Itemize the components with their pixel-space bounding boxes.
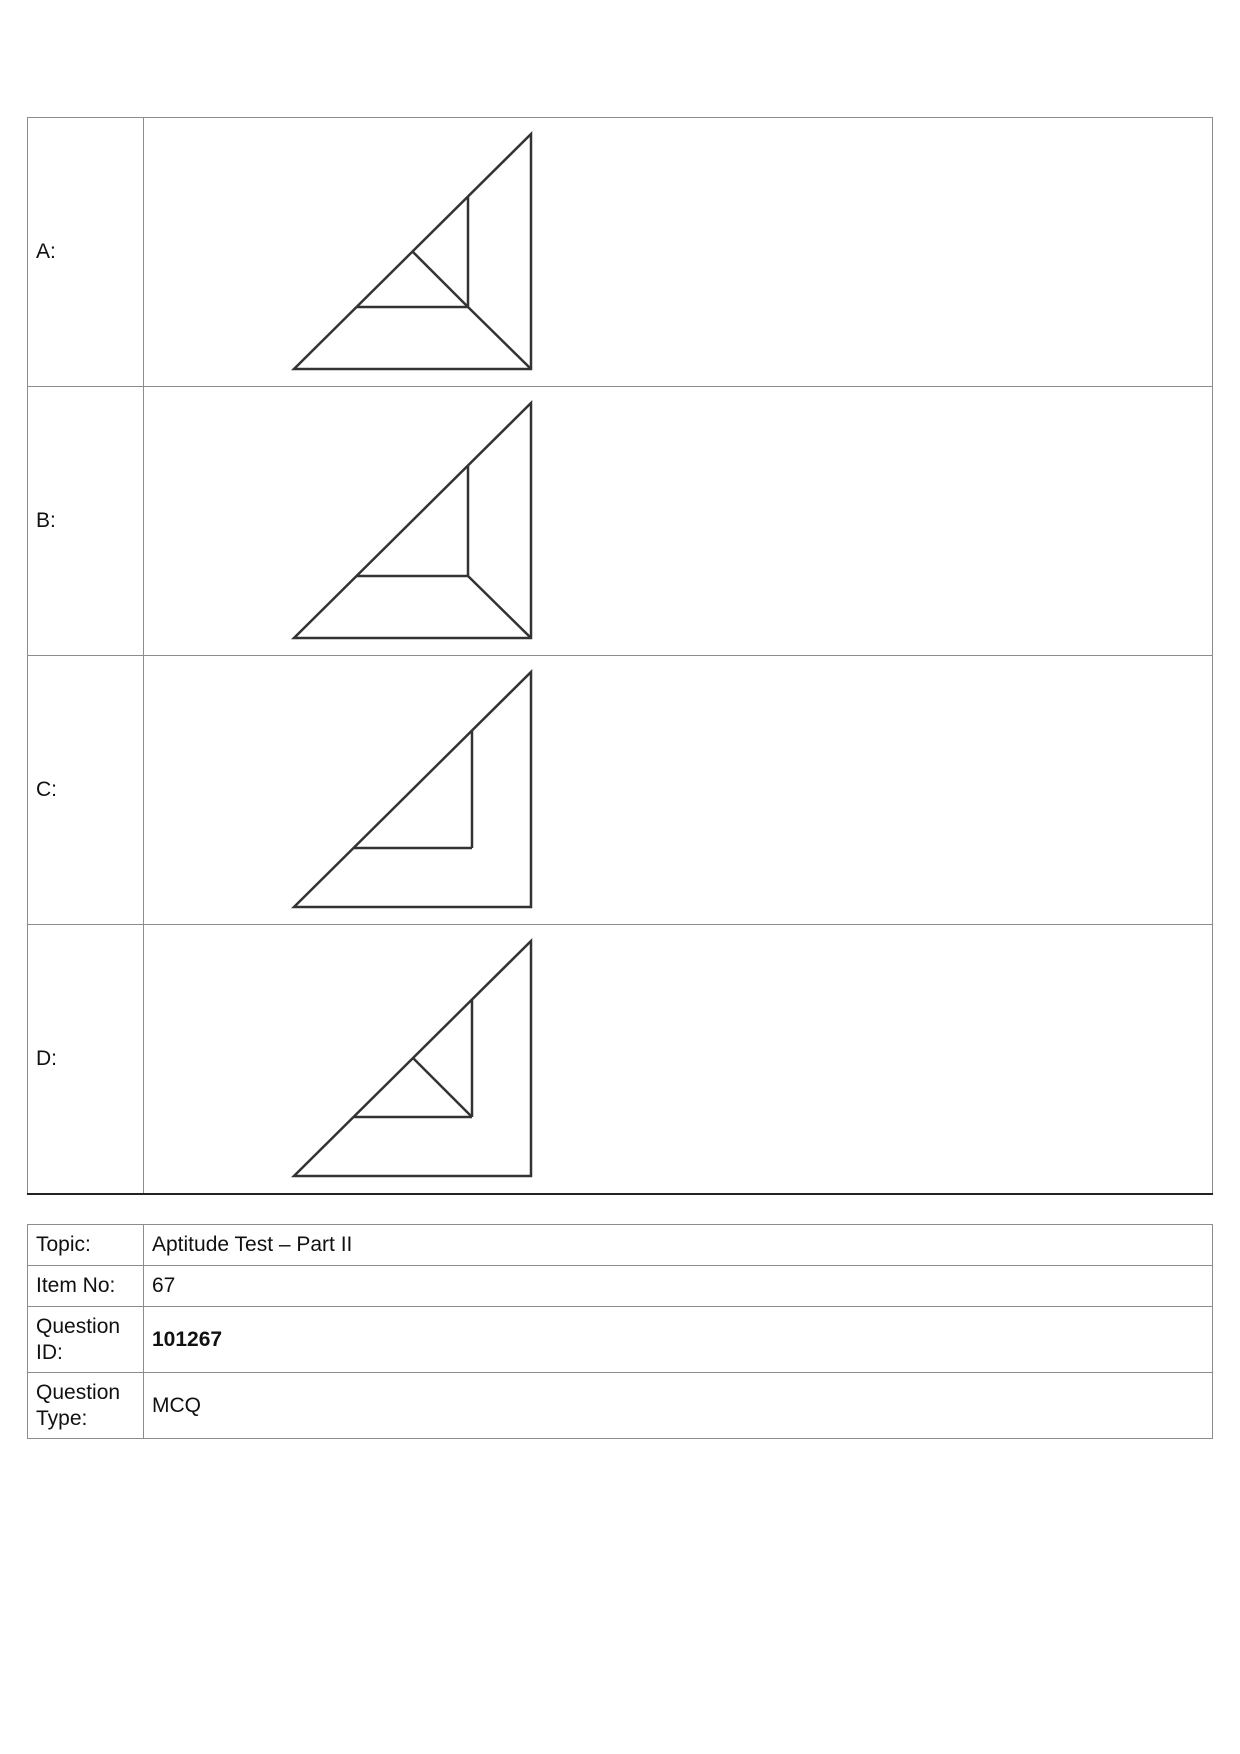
answer-options-table [27,117,1213,1195]
outer-triangle [294,672,531,907]
triangle-figure-d [144,925,544,1193]
option-row-c [28,656,1213,925]
item-number-value: 67 [144,1266,1213,1307]
question-metadata-table [27,1224,1213,1439]
option-figure-cell-d [144,925,1213,1195]
triangle-figure-a [144,118,544,386]
inner-diagonal [413,252,468,307]
topic-value: Aptitude Test – Part II [144,1225,1213,1266]
inner-diagonal [413,1058,472,1117]
topic-label: Topic: [28,1225,144,1266]
option-row-b [28,387,1213,656]
corner-diagonal [468,576,531,638]
option-label-d: D: [28,925,144,1195]
option-figure-cell-c [144,656,1213,925]
option-row-d [28,925,1213,1195]
question-type-value: MCQ [144,1373,1213,1439]
item-number-label: Item No: [28,1266,144,1307]
triangle-figure-c [144,656,544,924]
question-type-label: Question Type: [28,1373,144,1439]
option-figure-cell-a [144,118,1213,387]
question-id-row [28,1307,1213,1373]
question-id-label: Question ID: [28,1307,144,1373]
option-row-a [28,118,1213,387]
topic-row [28,1225,1213,1266]
option-label-b: B: [28,387,144,656]
option-label-c: C: [28,656,144,925]
question-id-value: 101267 [144,1307,1213,1373]
item-number-row [28,1266,1213,1307]
option-figure-cell-b [144,387,1213,656]
corner-diagonal [468,307,531,369]
question-type-row [28,1373,1213,1439]
triangle-figure-b [144,387,544,655]
option-label-a: A: [28,118,144,387]
